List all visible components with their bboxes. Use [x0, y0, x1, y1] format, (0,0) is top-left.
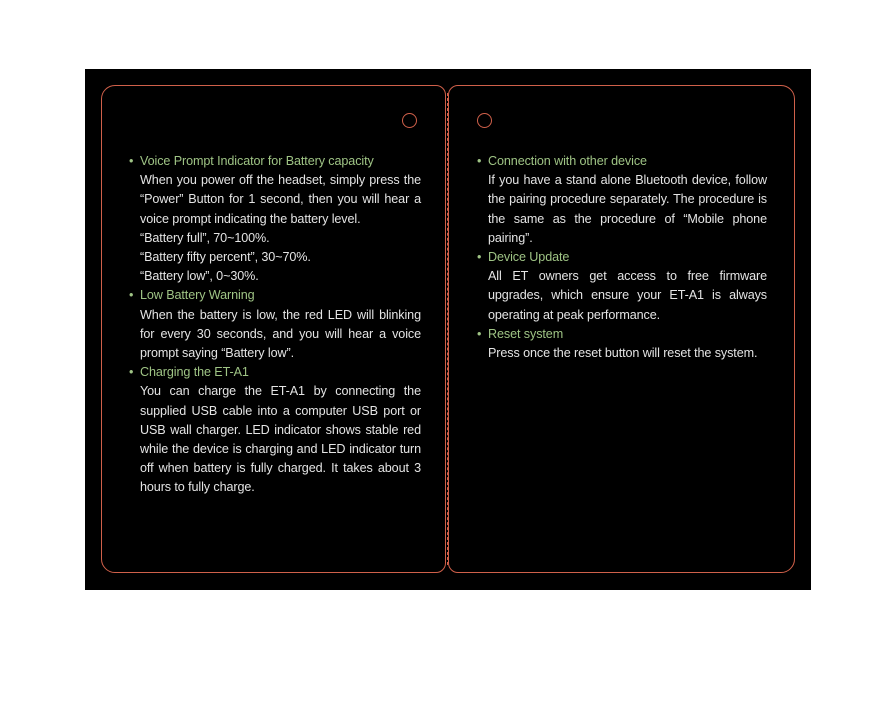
left-hole-icon	[402, 113, 417, 128]
bullet-icon: •	[129, 288, 134, 303]
bullet-icon: •	[477, 250, 482, 265]
manual-spread	[85, 69, 811, 590]
bullet-icon: •	[477, 154, 482, 168]
section-title	[477, 152, 767, 171]
section-title-text: Low Battery Warning	[140, 288, 255, 303]
left-page-content	[129, 152, 421, 498]
right-page-content	[477, 152, 767, 363]
section-reset	[477, 325, 767, 363]
section-device-update	[477, 248, 767, 325]
section-title-text: Device Update	[488, 250, 570, 265]
battery-level-low: “Battery low”, 0~30%.	[140, 269, 259, 284]
bullet-icon: •	[129, 365, 134, 380]
bullet-icon: •	[129, 154, 134, 168]
section-voice-prompt	[129, 152, 421, 286]
section-body: You can charge the ET-A1 by connecting the supplied USB cable into a computer USB port or USB wall charger. LED indicator shows stable red while the device is charging and LED indicator turn off when battery is fully charged. It takes about 3 hours to fully charge.	[140, 384, 421, 495]
section-title	[477, 325, 767, 344]
bullet-icon: •	[477, 326, 482, 341]
section-title	[477, 248, 767, 267]
section-low-battery	[129, 286, 421, 363]
section-body: All ET owners get access to free firmware upgrades, which ensure your ET-A1 is always operating at peak performance.	[488, 269, 767, 322]
section-title	[129, 152, 421, 171]
section-title-text: Connection with other device	[488, 154, 647, 168]
section-connection	[477, 152, 767, 248]
section-body: Press once the reset button will reset the system.	[488, 346, 758, 361]
section-charging	[129, 363, 421, 497]
section-title-text: Voice Prompt Indicator for Battery capacity	[140, 154, 374, 168]
section-body: If you have a stand alone Bluetooth device, follow the pairing procedure separately. The procedure is the same as the procedure of “Mobile phone pairing”.	[488, 173, 767, 245]
section-title-text: Charging the ET-A1	[140, 365, 249, 380]
section-body: When you power off the headset, simply press the “Power” Button for 1 second, then you will hear a voice prompt indicating the battery level.	[140, 173, 421, 226]
right-hole-icon	[477, 113, 492, 128]
section-title-text: Reset system	[488, 326, 564, 341]
section-title	[129, 286, 421, 305]
battery-level-full: “Battery full”, 70~100%.	[140, 230, 270, 245]
battery-level-fifty: “Battery fifty percent”, 30~70%.	[140, 250, 311, 265]
section-title	[129, 363, 421, 382]
section-body: When the battery is low, the red LED will blinking for every 30 seconds, and you will hear a voice prompt saying “Battery low”.	[140, 307, 421, 361]
fold-line	[447, 93, 448, 565]
